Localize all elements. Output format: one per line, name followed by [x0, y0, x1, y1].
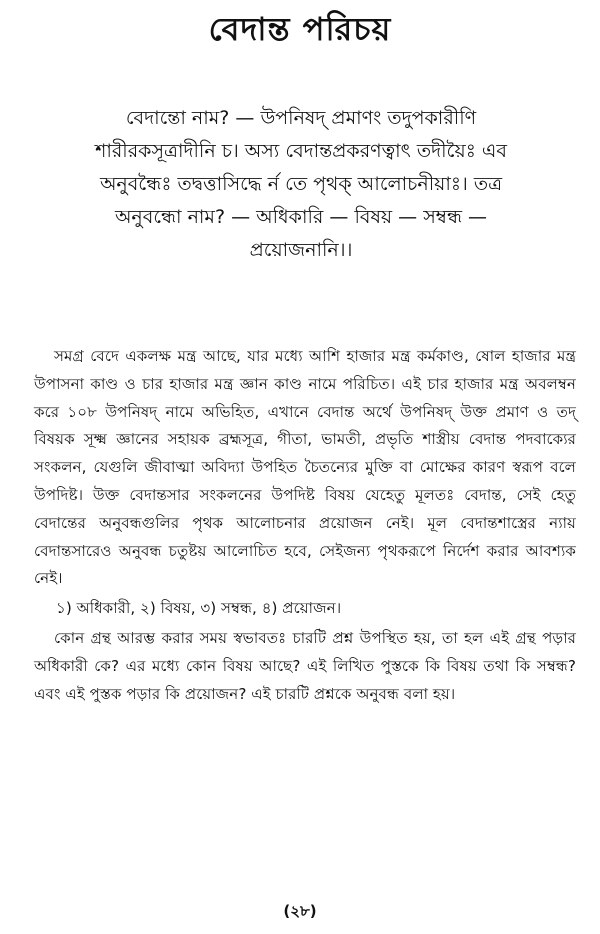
page-number: (২৮) [283, 902, 317, 920]
verse-line: অনুবন্ধো নাম? — অধিকারি — বিষয় — সম্বন্ধ — [114, 206, 488, 228]
verse-line: বেদান্তো নাম? — উপনিষদ্ প্রমাণং তদুপকারীণি [125, 107, 477, 129]
sanskrit-verse [24, 102, 578, 267]
paragraph-intro: সমগ্র বেদে একলক্ষ মন্ত্র আছে, যার মধ্যে আশি হাজার মন্ত্র কর্মকাণ্ড, ষোল হাজার মন্ত্র উপাসনা কাণ্ড ও চার হাজার মন্ত্র জ্ঞান কাণ্ড নামে পরিচিত। এই চার হাজার মন্ত্র অবলম্বন করে ১০৮ উপনিষদ্ নামে অভিহিত, এখানে বেদান্ত অর্থে উপনিষদ্ উক্ত প্রমাণ ও তদ্ বিষয়ক সূক্ষ্ম জ্ঞানের সহায়ক ব্রহ্মসূত্র, গীতা, ভামতী, প্রভৃতি শাস্ত্রীয় বেদান্ত পদবাক্যের সংকলন, যেগুলি জীবাত্মা অবিদ্যা উপহিত চৈতন্যের মুক্তি বা মোক্ষের কারণ স্বরূপ বলে উপদিষ্ট। উক্ত বেদান্তসার সংকলনের উপদিষ্ট বিষয় যেহেতু মূলতঃ বেদান্ত, সেই হেতু বেদান্তের অনুবন্ধগুলির পৃথক আলোচনার প্রয়োজন নেই। মূল বেদান্তশাস্ত্রের ন্যায় বেদান্তসারেও অনুবন্ধ চতুষ্টয় আলোচিত হবে, সেইজন্য পৃথকরূপে নির্দেশ করার আবশ্যক নেই। [34, 347, 576, 588]
anubandha-list: ১) অধিকারী, ২) বিষয়, ৩) সম্বন্ধ, ৪) প্রয়োজন। [56, 599, 342, 618]
verse-line: অনুবন্ধৈঃ তদ্বত্তাসিদ্ধে র্ন তে পৃথক্ আলোচনীয়াঃ। তত্র [99, 173, 503, 195]
commentary [34, 343, 576, 708]
paragraph-questions: কোন গ্রন্থ আরম্ভ করার সময় স্বভাবতঃ চারটি প্রশ্ন উপস্থিত হয়, তা হল এই গ্রন্থ পড়ার অধিকারী কে? এর মধ্যে কোন বিষয় আছে? এই লিখিত পুস্তকে কি বিষয় তথা কি সম্বন্ধ? এবং এই পুস্তক পড়ার কি প্রয়োজন? এই চারটি প্রশ্নকে অনুবন্ধ বলা হয়। [34, 628, 576, 703]
page-title: বেদান্ত পরিচয় [208, 10, 392, 48]
verse-line: শারীরকসূত্রাদীনি চ। অস্য বেদান্তপ্রকরণত্বাৎ তদীয়ৈঃ এব [95, 140, 507, 162]
verse-line: প্রয়োজনানি।। [249, 239, 353, 261]
